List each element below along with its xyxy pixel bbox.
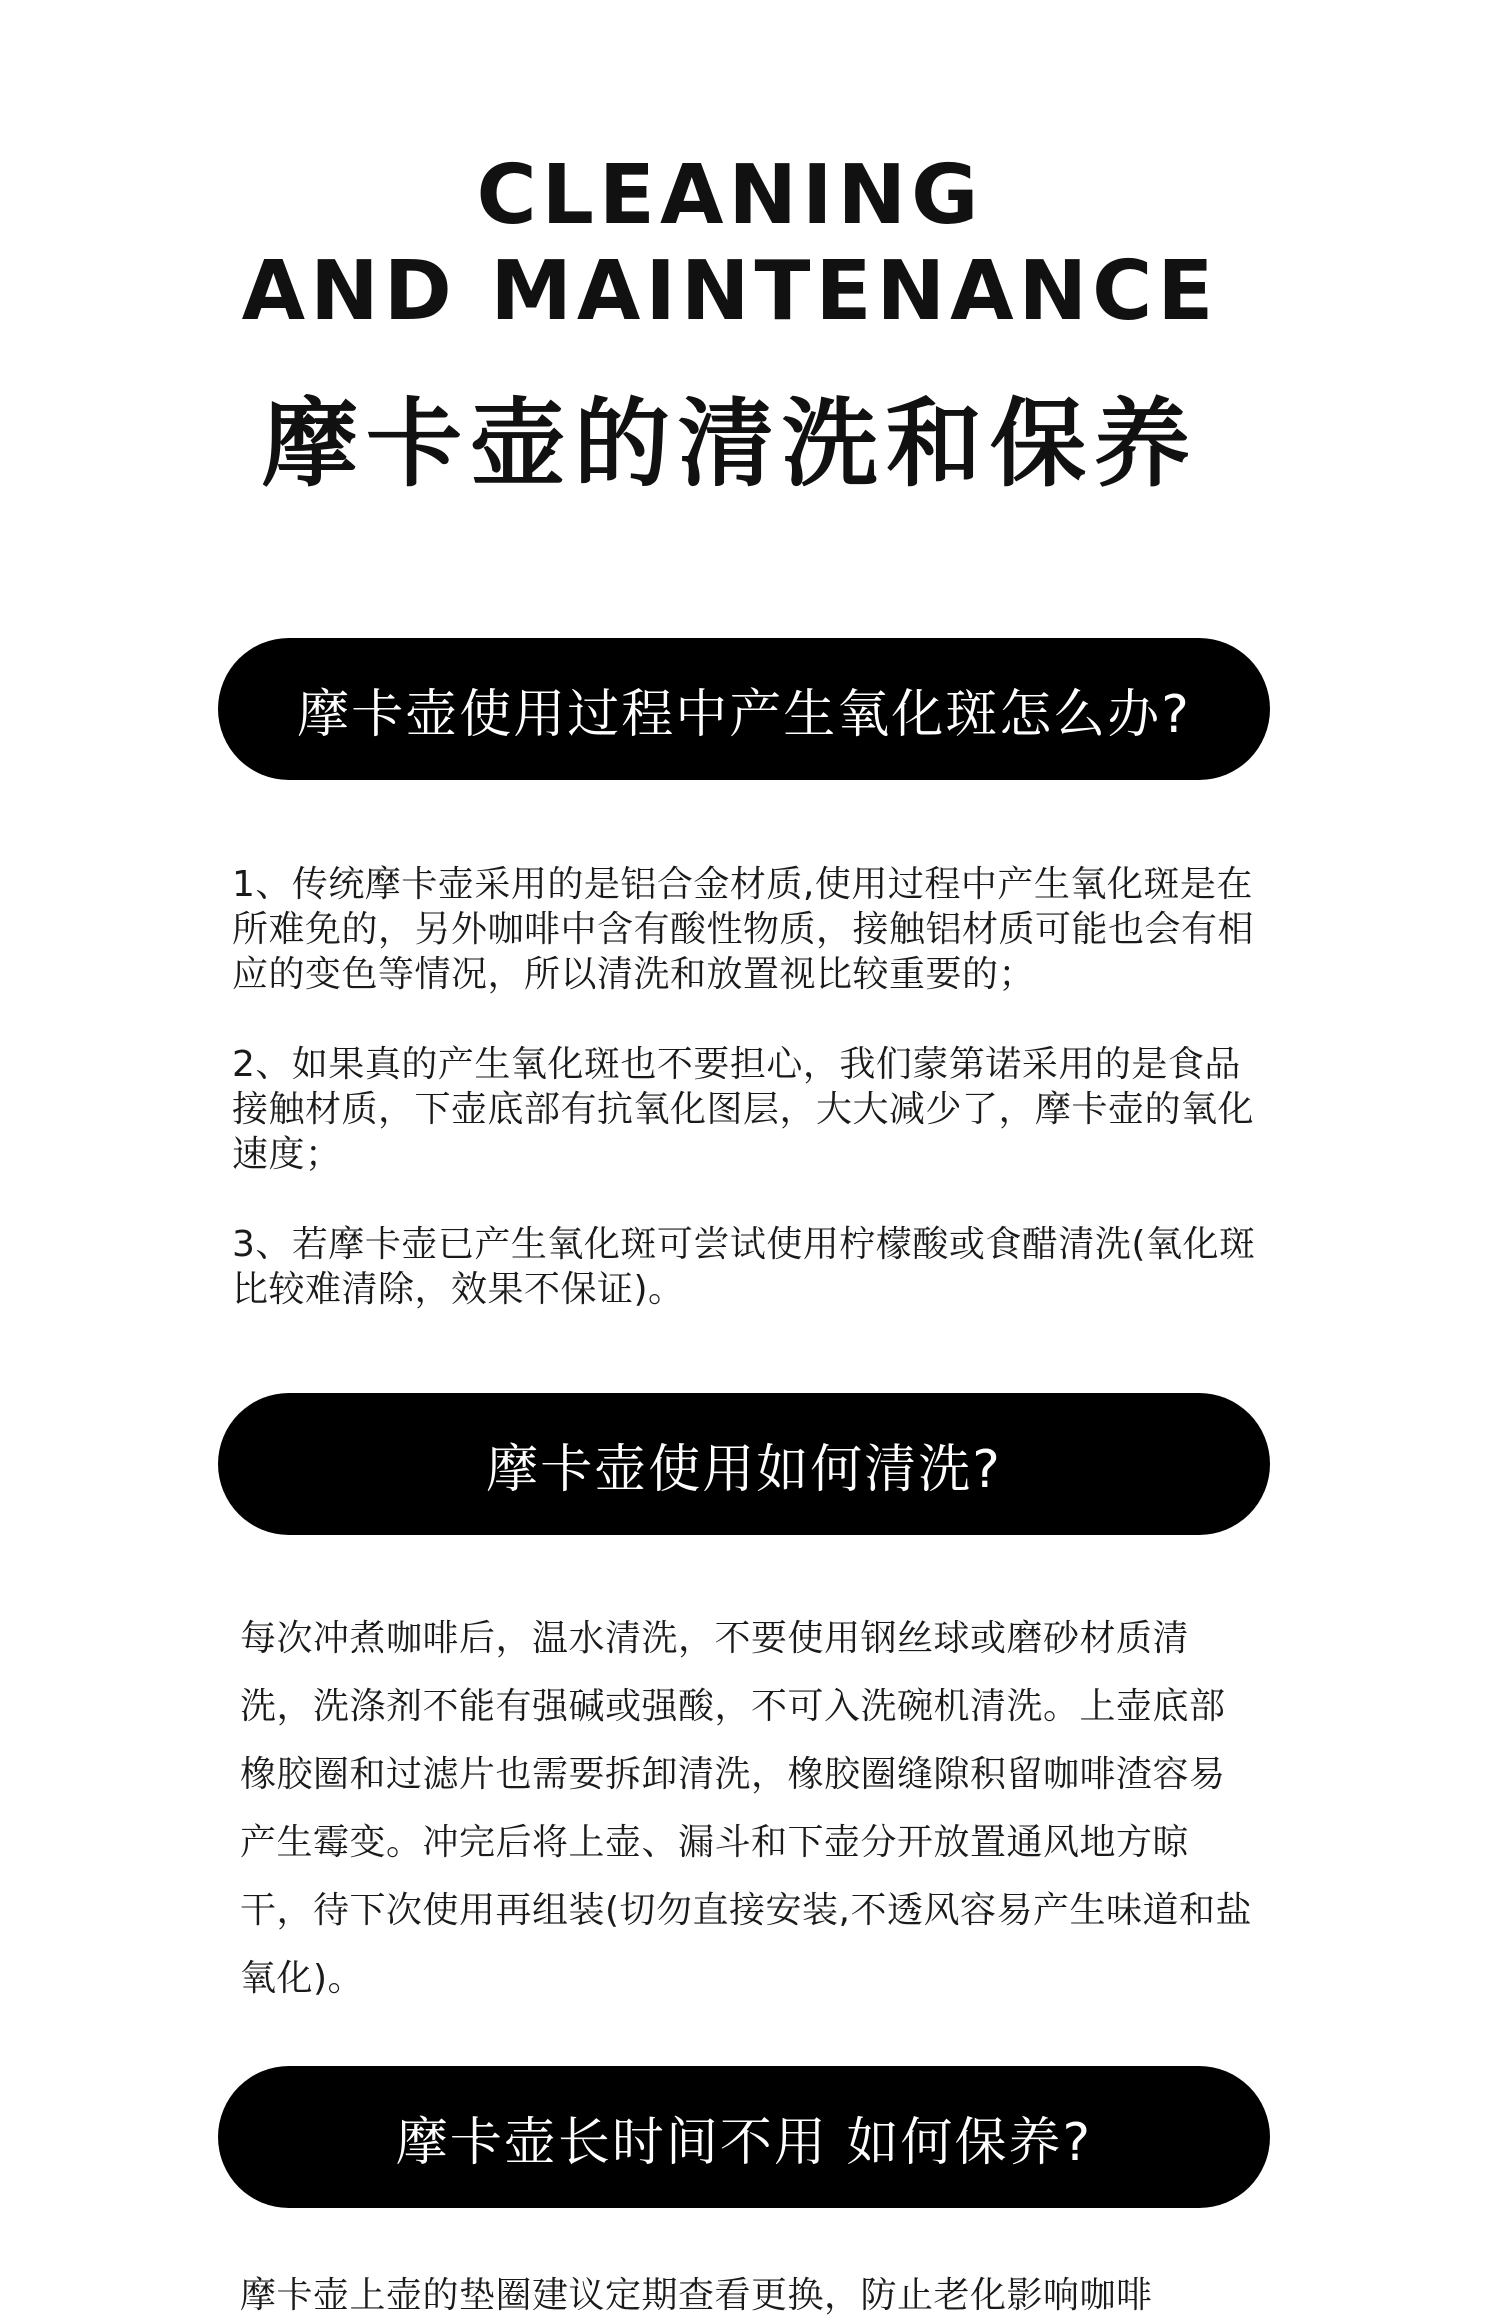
- section-oxidation-body: [232, 862, 1262, 1357]
- section-heading-text: 摩卡壶长时间不用 如何保养?: [395, 2112, 1093, 2173]
- paragraph-3: 3、若摩卡壶已产生氧化斑可尝试使用柠檬酸或食醋清洗(氧化斑比较难清除，效果不保证)。: [232, 1224, 1256, 1310]
- section-maintenance-body: [240, 2262, 1260, 2322]
- section-heading-cleaning: [218, 1393, 1270, 1535]
- paragraph-maintenance: 摩卡壶上壶的垫圈建议定期查看更换，防止老化影响咖啡: [240, 2275, 1153, 2316]
- section-cleaning-body: [240, 1605, 1260, 2013]
- section-heading-text: 摩卡壶使用如何清洗?: [486, 1439, 1002, 1500]
- title-english-line-1: CLEANING: [476, 148, 984, 243]
- paragraph-2: 2、如果真的产生氧化斑也不要担心，我们蒙第诺采用的是食品接触材质，下壶底部有抗氧化图层，大大减少了，摩卡壶的氧化速度；: [232, 1044, 1255, 1175]
- title-english-line-2: AND MAINTENANCE: [241, 244, 1219, 339]
- section-heading-maintenance: [218, 2066, 1270, 2208]
- section-heading-oxidation: [218, 638, 1270, 780]
- section-heading-text: 摩卡壶使用过程中产生氧化斑怎么办?: [297, 684, 1191, 745]
- paragraph-1: 1、传统摩卡壶采用的是铝合金材质,使用过程中产生氧化斑是在所难免的，另外咖啡中含有酸性物质，接触铝材质可能也会有相应的变色等情况，所以清洗和放置视比较重要的；: [232, 864, 1255, 995]
- paragraph-cleaning: 每次冲煮咖啡后，温水清洗，不要使用钢丝球或磨砂材质清洗，洗涤剂不能有强碱或强酸，不可入洗碗机清洗。上壶底部橡胶圈和过滤片也需要拆卸清洗，橡胶圈缝隙积留咖啡渣容易产生霉变。冲完后将上壶、漏斗和下壶分开放置通风地方晾干，待下次使用再组装(切勿直接安装,不透风容易产生味道和盐氧化)。: [240, 1618, 1252, 1999]
- title-chinese: 摩卡壶的清洗和保养: [262, 388, 1198, 500]
